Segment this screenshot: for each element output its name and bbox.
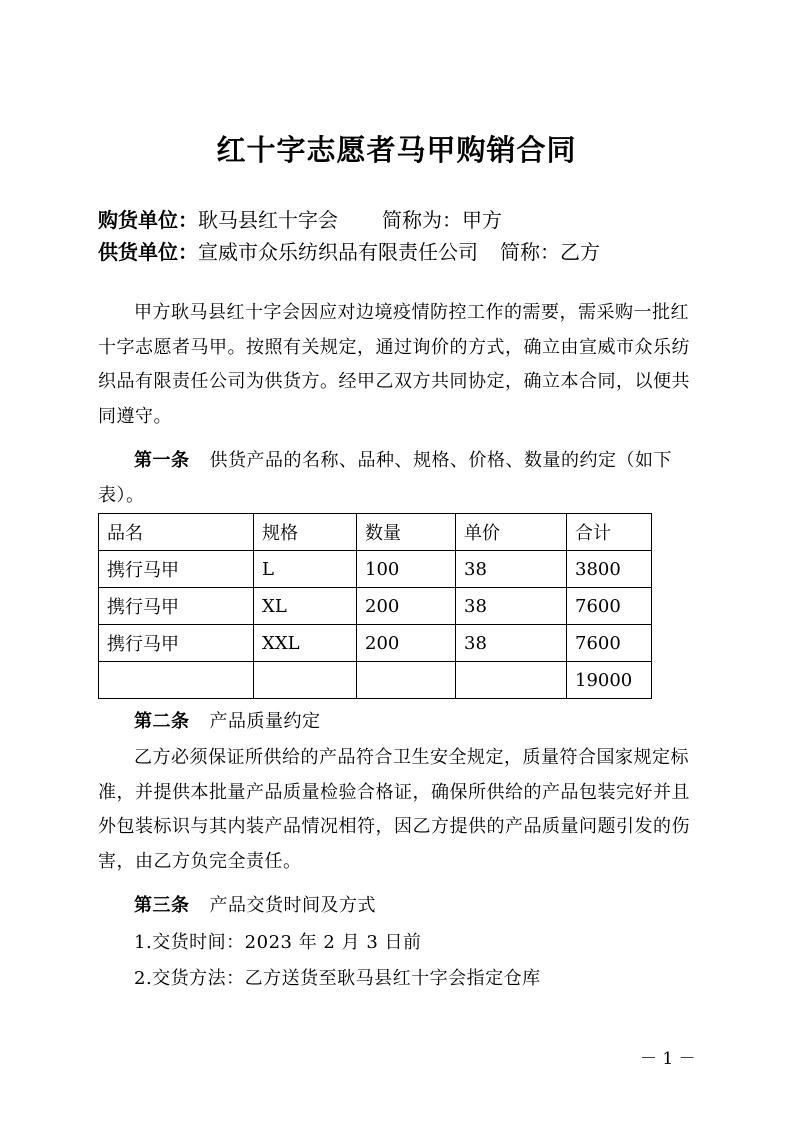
- table-row: [99, 625, 652, 662]
- buyer-name: 耿马县红十字会: [198, 208, 338, 232]
- table-cell: L: [254, 551, 357, 588]
- buyer-abbr: 简称为：甲方: [382, 208, 502, 232]
- article-2-heading-line: [98, 705, 698, 740]
- article-3-item-2: 2.交货方法：乙方送货至耿马县红十字会指定仓库: [134, 968, 541, 989]
- table-cell: [99, 662, 254, 699]
- table-cell: 38: [456, 551, 567, 588]
- buyer-label: 购货单位：: [98, 208, 198, 232]
- table-cell: 携行马甲: [99, 551, 254, 588]
- header-cell: 规格: [254, 514, 357, 551]
- table-cell: 38: [456, 588, 567, 625]
- table-cell: 7600: [567, 588, 652, 625]
- goods-table: [98, 513, 652, 699]
- intro-paragraph: 甲方耿马县红十字会因应对边境疫情防控工作的需要，需采购一批红十字志愿者马甲。按照有关规定，通过询价的方式，确立由宣威市众乐纺织品有限责任公司为供货方。经甲乙双方共同协定，确立本合同，以便共同遵守。: [98, 302, 690, 427]
- article-3-title: 产品交货时间及方式: [209, 895, 376, 916]
- table-row: [99, 588, 652, 625]
- article-2-title: 产品质量约定: [209, 711, 321, 732]
- header-cell: 单价: [456, 514, 567, 551]
- table-cell: XL: [254, 588, 357, 625]
- table-row: [99, 551, 652, 588]
- header-cell: 合计: [567, 514, 652, 551]
- table-total-cell: 19000: [567, 662, 652, 699]
- article-1-heading: 第一条: [134, 450, 190, 471]
- seller-name: 宣威市众乐纺织品有限责任公司: [198, 240, 478, 264]
- header-cell: 品名: [99, 514, 254, 551]
- table-cell: 38: [456, 625, 567, 662]
- article-3-item-1: 1.交货时间：2023 年 2 月 3 日前: [134, 932, 422, 953]
- document-title: 红十字志愿者马甲购销合同: [216, 133, 577, 167]
- article-1-text: 供货产品的名称、品种、规格、价格、数量的约定（如下表）。: [98, 450, 672, 506]
- seller-abbr: 简称：乙方: [500, 240, 600, 264]
- table-cell: 携行马甲: [99, 588, 254, 625]
- table-cell: [357, 662, 456, 699]
- article-3-heading: 第三条: [134, 895, 190, 916]
- table-cell: 3800: [567, 551, 652, 588]
- table-cell: 200: [357, 625, 456, 662]
- table-cell: 100: [357, 551, 456, 588]
- seller-label: 供货单位：: [98, 240, 198, 264]
- article-2-heading: 第二条: [134, 711, 190, 732]
- table-cell: [254, 662, 357, 699]
- page-number: － 1 －: [640, 1049, 696, 1069]
- article-1: [98, 444, 698, 513]
- table-header-row: [99, 514, 652, 551]
- seller-line: [98, 236, 600, 265]
- table-cell: 200: [357, 588, 456, 625]
- article-2-paragraph: 乙方必须保证所供给的产品符合卫生安全规定，质量符合国家规定标准，并提供本批量产品质量检验合格证，确保所供给的产品包装完好并且外包装标识与其内装产品情况相符，因乙方提供的产品质量问题引发的伤害，由乙方负完全责任。: [98, 747, 690, 872]
- article-3-heading-line: [98, 889, 698, 924]
- table-cell: XXL: [254, 625, 357, 662]
- table-total-row: [99, 662, 652, 699]
- table-cell: 7600: [567, 625, 652, 662]
- table-cell: 携行马甲: [99, 625, 254, 662]
- buyer-line: [98, 204, 502, 233]
- table-cell: [456, 662, 567, 699]
- header-cell: 数量: [357, 514, 456, 551]
